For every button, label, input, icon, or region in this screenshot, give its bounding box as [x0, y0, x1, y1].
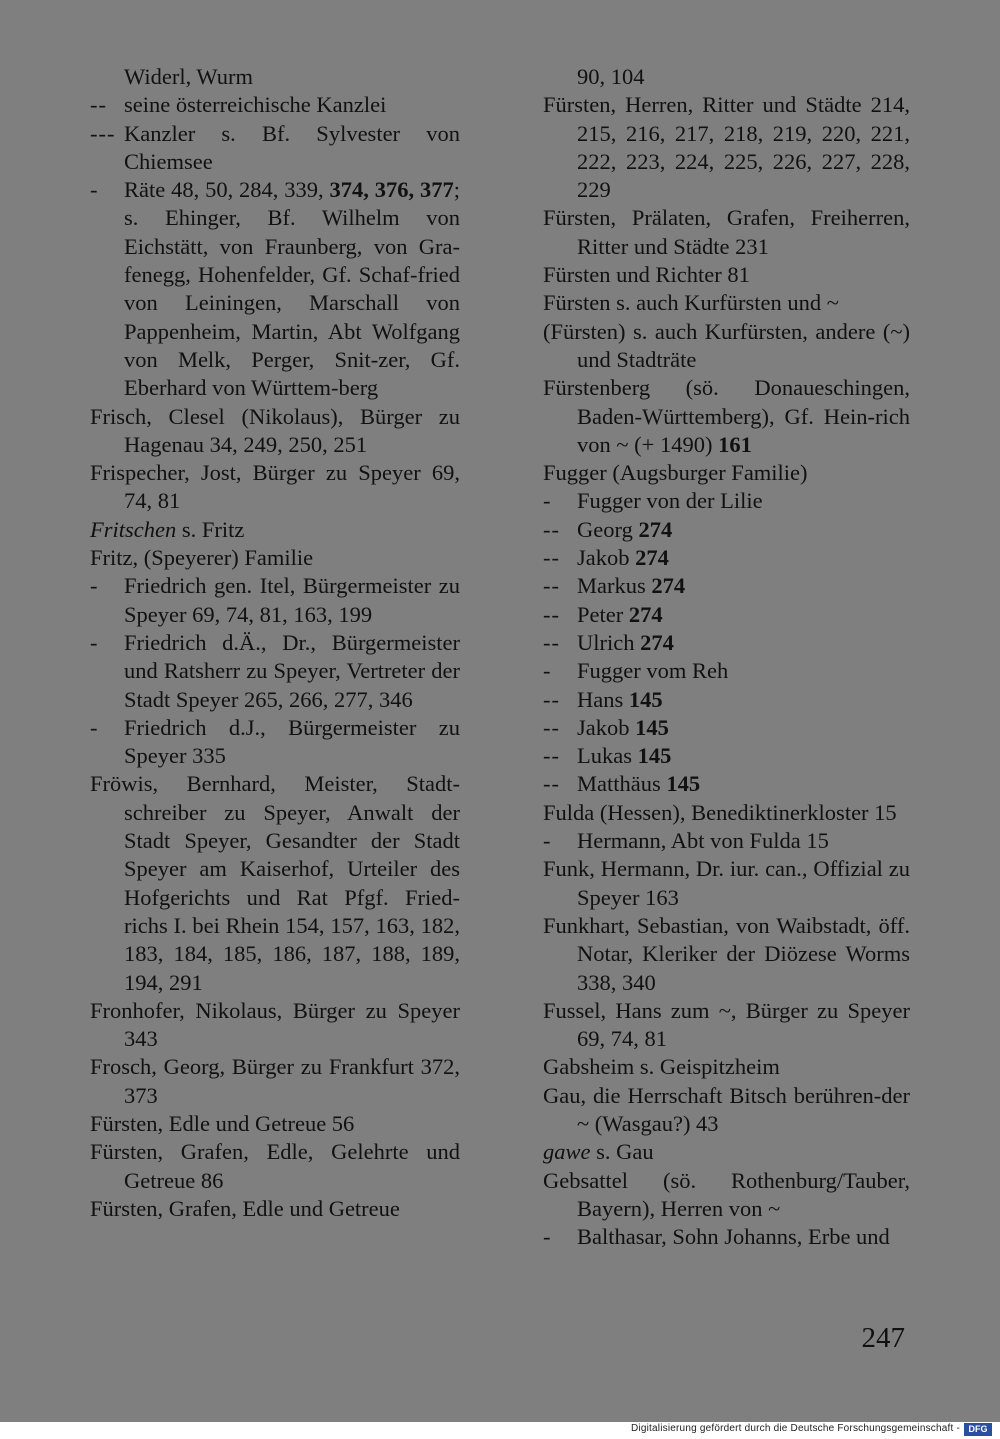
entry-text: Fürsten s. auch Kurfürsten und ~: [543, 290, 839, 316]
entry-text: Jakob: [577, 545, 636, 571]
page-reference-bold: 274: [635, 545, 669, 571]
entry-level-marker: --: [543, 686, 560, 712]
entry-level-marker: -: [543, 828, 552, 854]
entry-text: Frisch, Clesel (Nikolaus), Bürger zu Hagenau 34, 249, 250, 251: [90, 403, 460, 457]
entry-text: Fugger (Augsburger Familie): [543, 460, 808, 486]
page-reference-bold: 274: [638, 516, 673, 542]
entry-text: Räte 48, 50, 284, 339,: [124, 177, 330, 203]
page-reference-bold: 145: [666, 771, 701, 797]
index-entry: [543, 770, 910, 798]
entry-level-marker: -: [90, 629, 99, 655]
entry-text: Frispecher, Jost, Bürger zu Speyer 69, 74, 81: [90, 460, 460, 514]
entry-text: s. Fritz: [176, 516, 245, 542]
entry-text: Friedrich gen. Itel, Bürgermeister zu Speyer 69, 74, 81, 163, 199: [124, 573, 460, 627]
entry-level-marker: -: [90, 177, 99, 203]
entry-text: Hermann, Abt von Fulda 15: [577, 828, 829, 854]
index-entry: [90, 1138, 460, 1195]
entry-text: Jakob: [577, 714, 636, 740]
entry-text: Fulda (Hessen), Benediktinerkloster 15: [543, 799, 897, 825]
entry-text: Fürsten, Grafen, Edle und Getreue: [90, 1195, 400, 1221]
index-entry: [543, 742, 910, 770]
index-entry: [543, 1082, 910, 1139]
index-entry: [543, 1138, 910, 1166]
index-column-left: [90, 63, 460, 1223]
index-entry: [543, 629, 910, 657]
index-entry: [90, 629, 460, 714]
entry-text: (Fürsten) s. auch Kurfürsten, andere (~) und Stadträte: [543, 318, 910, 372]
page-reference-bold: 274: [640, 629, 674, 655]
index-entry: [90, 516, 460, 544]
index-entry: [543, 1223, 910, 1251]
index-entry: [90, 544, 460, 572]
index-entry: [543, 487, 910, 515]
entry-text: Fugger von der Lilie: [577, 488, 763, 514]
entry-text: Fröwis, Bernhard, Meister, Stadt-schreiber zu Speyer, Anwalt der Stadt Speyer, Gesandter der Stadt Speyer am Kaiserhof, Urteiler des Hofgerichts und Rat Pfgf. Fried-richs I. bei Rhein 154, 157, 163, 182, 183, 184, 185, 186, 187, 188, 189, 194, 291: [90, 771, 460, 995]
entry-text: Fronhofer, Nikolaus, Bürger zu Speyer 343: [90, 997, 460, 1052]
entry-text: Friedrich d.J., Bürgermeister zu Speyer 335: [124, 714, 460, 769]
entry-text: Gabsheim s. Geispitzheim: [543, 1054, 780, 1080]
entry-text: 90, 104: [577, 64, 645, 89]
entry-text: Lukas: [577, 743, 638, 769]
entry-level-marker: --: [543, 629, 560, 655]
index-entry: [543, 318, 910, 375]
entry-level-marker: -: [90, 714, 99, 740]
entry-text: Fürsten, Prälaten, Grafen, Freiherren, Ritter und Städte 231: [543, 205, 910, 259]
index-entry: [90, 1110, 460, 1138]
index-entry: [543, 855, 910, 912]
entry-level-marker: -: [543, 658, 552, 684]
entry-text: Markus: [577, 573, 652, 599]
index-entry: [90, 997, 460, 1054]
entry-text: Balthasar, Sohn Johanns, Erbe und: [577, 1224, 890, 1250]
entry-text: Hans: [577, 686, 629, 712]
index-column-right: [543, 63, 910, 1251]
entry-term-italic: gawe: [543, 1139, 591, 1165]
entry-text: Fritz, (Speyerer) Familie: [90, 545, 314, 571]
entry-term-italic: Fritschen: [90, 516, 177, 542]
index-entry: [90, 63, 460, 91]
entry-text: Ulrich: [577, 629, 641, 655]
index-entry: [543, 686, 910, 714]
entry-level-marker: --: [543, 573, 560, 599]
entry-level-marker: --: [543, 771, 560, 797]
index-entry: [543, 657, 910, 685]
entry-level-marker: -: [543, 488, 552, 514]
entry-text: Frosch, Georg, Bürger zu Frankfurt 372, 373: [90, 1054, 460, 1108]
entry-text: Georg: [577, 516, 639, 542]
entry-text: seine österreichische Kanzlei: [124, 92, 387, 118]
page-reference-bold: 274: [651, 573, 686, 599]
entry-text: Fugger vom Reh: [577, 658, 729, 684]
entry-text: Fürsten, Herren, Ritter und Städte 214, 215, 216, 217, 218, 219, 220, 221, 222, 223, 224, 225, 226, 227, 228, 229: [543, 92, 910, 203]
index-entry: [90, 120, 460, 177]
entry-text: Gebsattel (sö. Rothenburg/Tauber, Bayern), Herren von ~: [543, 1167, 910, 1221]
index-entry: [90, 403, 460, 460]
page-number: 247: [861, 1322, 905, 1354]
entry-level-marker: --: [90, 92, 107, 118]
index-entry: [543, 601, 910, 629]
entry-text: Fürsten, Edle und Getreue 56: [90, 1110, 355, 1136]
page-reference-bold: 274: [628, 601, 663, 627]
index-entry: [543, 63, 910, 91]
index-entry: [90, 459, 460, 516]
entry-level-marker: -: [90, 573, 99, 599]
entry-level-marker: --: [543, 743, 560, 769]
index-entry: [90, 770, 460, 996]
dfg-logo: DFG: [964, 1423, 992, 1436]
index-entry: [543, 912, 910, 997]
index-entry: [543, 799, 910, 827]
index-entry: [543, 572, 910, 600]
page-reference-bold: 374, 376, 377: [329, 177, 454, 203]
entry-text: Fussel, Hans zum ~, Bürger zu Speyer 69, 74, 81: [543, 997, 910, 1052]
entry-text: Peter: [577, 601, 629, 627]
index-entry: [543, 827, 910, 855]
entry-text: Kanzler s. Bf. Sylvester von Chiemsee: [124, 120, 460, 174]
entry-level-marker: --: [543, 516, 560, 542]
entry-level-marker: --: [543, 601, 560, 627]
page-reference-bold: 161: [718, 431, 752, 457]
index-entry: [90, 714, 460, 771]
entry-text: Matthäus: [577, 771, 667, 797]
index-entry: [543, 459, 910, 487]
entry-text: Gau, die Herrschaft Bitsch berühren-der ~ (Wasgau?) 43: [543, 1082, 910, 1136]
entry-text: Funkhart, Sebastian, von Waibstadt, öff. Notar, Kleriker der Diözese Worms 338, 340: [543, 912, 910, 995]
entry-text: Fürsten und Richter 81: [543, 262, 750, 288]
page-reference-bold: 145: [637, 743, 672, 769]
index-entry: [543, 516, 910, 544]
entry-text: Widerl, Wurm: [124, 64, 253, 89]
index-entry: [543, 374, 910, 459]
page-reference-bold: 145: [635, 714, 669, 740]
index-entry: [543, 714, 910, 742]
index-entry: [543, 204, 910, 261]
entry-text: Friedrich d.Ä., Dr., Bürgermeister und Ratsherr zu Speyer, Vertreter der Stadt Speyer 265, 266, 277, 346: [124, 629, 460, 712]
index-entry: [90, 1053, 460, 1110]
entry-level-marker: ---: [90, 120, 116, 146]
page-reference-bold: 145: [628, 686, 663, 712]
entry-text: Fürsten, Grafen, Edle, Gelehrte und Getreue 86: [90, 1139, 460, 1193]
index-entry: [90, 91, 460, 119]
index-entry: [543, 289, 910, 317]
entry-text: ; s. Ehinger, Bf. Wilhelm von Eichstätt, von Fraunberg, von Gra-fenegg, Hohenfelder, Gf. Schaf-fried von Leiningen, Marschall von Pappenheim, Martin, Abt Wolfgang von Melk, Perger, Snit-zer, Gf. Eberhard von Württem-berg: [124, 177, 461, 401]
entry-level-marker: --: [543, 714, 560, 740]
entry-level-marker: --: [543, 545, 560, 571]
footer-credit: Digitalisierung gefördert durch die Deutsche Forschungsgemeinschaft -: [631, 1423, 960, 1434]
index-entry: [543, 1053, 910, 1081]
index-entry: [543, 261, 910, 289]
index-entry: [543, 1167, 910, 1224]
index-entry: [543, 997, 910, 1054]
entry-text: Fürstenberg (sö. Donaueschingen, Baden-Württemberg), Gf. Hein-rich von ~ (+ 1490): [543, 375, 910, 457]
index-entry: [90, 572, 460, 629]
index-entry: [90, 1195, 460, 1223]
index-entry: [90, 176, 460, 402]
entry-level-marker: -: [543, 1224, 552, 1250]
entry-text: s. Gau: [590, 1139, 654, 1165]
index-entry: [543, 91, 910, 204]
index-entry: [543, 544, 910, 572]
entry-text: Funk, Hermann, Dr. iur. can., Offizial zu Speyer 163: [543, 856, 910, 910]
